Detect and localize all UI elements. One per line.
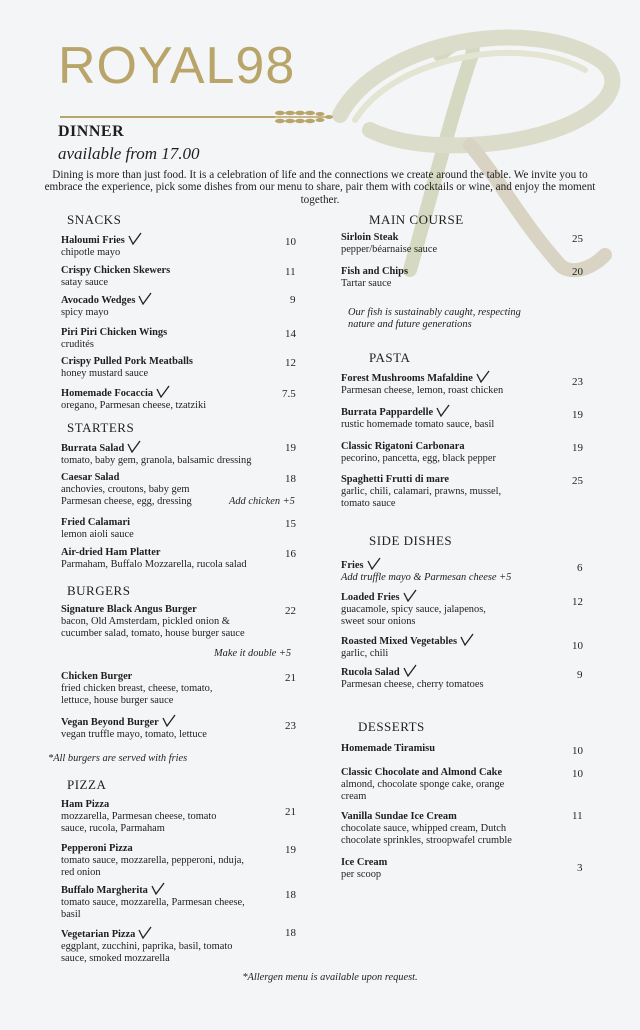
item-name: Vegan Beyond Burger bbox=[61, 717, 159, 728]
item-desc: Parmesan cheese, egg, dressing bbox=[61, 495, 192, 507]
item-name: Fish and Chips bbox=[341, 266, 408, 277]
item-name: Pepperoni Pizza bbox=[61, 843, 133, 854]
item-name: Fries bbox=[341, 560, 364, 571]
item-name: Vanilla Sundae Ice Cream bbox=[341, 811, 457, 822]
menu-item bbox=[61, 265, 170, 289]
menu-item bbox=[61, 472, 192, 507]
item-desc: garlic, chili, calamari, prawns, mussel, bbox=[341, 485, 502, 497]
menu-item bbox=[61, 882, 245, 920]
item-desc: per scoop bbox=[341, 868, 382, 880]
section-title-pizza: PIZZA bbox=[67, 777, 107, 792]
item-desc: Parmesan cheese, cherry tomatoes bbox=[341, 678, 484, 690]
item-desc: vegan truffle mayo, tomato, lettuce bbox=[61, 728, 207, 740]
menu-item bbox=[341, 857, 387, 881]
item-desc: Tartar sauce bbox=[341, 277, 392, 289]
item-desc: Add truffle mayo & Parmesan cheese +5 bbox=[341, 571, 512, 583]
item-desc: chocolate sprinkles, stroopwafel crumble bbox=[341, 834, 512, 846]
vegetarian-check-icon bbox=[476, 370, 490, 383]
menu-item bbox=[61, 714, 207, 741]
item-name: Homemade Tiramisu bbox=[341, 743, 435, 754]
menu-item bbox=[61, 843, 244, 878]
item-price: 23 bbox=[572, 376, 583, 388]
item-name: Vegetarian Pizza bbox=[61, 929, 136, 940]
vegetarian-check-icon bbox=[162, 714, 176, 727]
item-price: 9 bbox=[290, 294, 296, 306]
item-price: 19 bbox=[572, 409, 583, 421]
item-desc: almond, chocolate sponge cake, orange bbox=[341, 778, 505, 790]
item-name: Classic Chocolate and Almond Cake bbox=[341, 767, 503, 778]
allergen-note: *Allergen menu is available upon request. bbox=[242, 972, 418, 983]
menu-item bbox=[341, 767, 504, 802]
menu-title: DINNER bbox=[58, 123, 125, 140]
item-name: Piri Piri Chicken Wings bbox=[61, 327, 168, 338]
item-price: 14 bbox=[285, 328, 296, 340]
item-price: 21 bbox=[285, 806, 296, 818]
item-name: Ham Pizza bbox=[61, 799, 110, 810]
menu-item bbox=[61, 671, 212, 706]
item-name: Avocado Wedges bbox=[61, 295, 136, 306]
item-price: 3 bbox=[577, 862, 583, 874]
menu-item bbox=[61, 604, 245, 639]
section-title-main-course: MAIN COURSE bbox=[369, 212, 464, 227]
item-price: 19 bbox=[285, 442, 296, 454]
item-price: 19 bbox=[572, 442, 583, 454]
item-desc: tomato sauce bbox=[341, 497, 396, 509]
item-desc: basil bbox=[61, 908, 81, 920]
item-price: 10 bbox=[285, 236, 296, 248]
item-name: Buffalo Margherita bbox=[61, 885, 148, 896]
item-desc: fried chicken breast, cheese, tomato, bbox=[61, 682, 213, 694]
item-price: 21 bbox=[285, 672, 296, 684]
item-addon: Make it double +5 bbox=[214, 648, 292, 659]
item-price: 25 bbox=[572, 233, 583, 245]
menu-item bbox=[341, 474, 501, 509]
item-price: 9 bbox=[577, 669, 583, 681]
item-desc: tomato, baby gem, granola, balsamic dressing bbox=[61, 454, 252, 466]
item-price: 16 bbox=[285, 548, 296, 560]
menu-item bbox=[61, 232, 142, 259]
menu-item bbox=[341, 404, 494, 431]
vegetarian-check-icon bbox=[128, 232, 142, 245]
section-title-side-dishes: SIDE DISHES bbox=[369, 533, 453, 548]
item-name: Spaghetti Frutti di mare bbox=[341, 474, 450, 485]
item-price: 6 bbox=[577, 562, 583, 574]
item-price: 22 bbox=[285, 605, 296, 617]
item-name: Rucola Salad bbox=[341, 667, 400, 678]
item-price: 18 bbox=[285, 889, 296, 901]
logo-underline bbox=[60, 116, 275, 118]
menu-item bbox=[341, 370, 503, 397]
item-price: 10 bbox=[572, 768, 583, 780]
item-desc: rustic homemade tomato sauce, basil bbox=[341, 418, 495, 430]
vegetarian-check-icon bbox=[403, 664, 417, 677]
item-name: Ice Cream bbox=[341, 857, 388, 868]
item-price: 11 bbox=[285, 266, 296, 278]
section-title-snacks: SNACKS bbox=[67, 212, 122, 227]
item-name: Crispy Chicken Skewers bbox=[61, 265, 171, 276]
menu-item bbox=[61, 356, 193, 380]
item-price: 11 bbox=[572, 810, 583, 822]
item-name: Fried Calamari bbox=[61, 517, 130, 528]
item-desc: oregano, Parmesan cheese, tzatziki bbox=[61, 399, 207, 411]
item-price: 12 bbox=[285, 357, 296, 369]
item-price: 10 bbox=[572, 640, 583, 652]
item-desc: garlic, chili bbox=[341, 647, 389, 659]
menu-item bbox=[61, 327, 167, 351]
item-desc: Parmaham, Buffalo Mozzarella, rucola salad bbox=[61, 558, 247, 570]
item-desc: guacamole, spicy sauce, jalapenos, bbox=[341, 603, 486, 615]
vegetarian-check-icon bbox=[403, 589, 417, 602]
item-desc: pecorino, pancetta, egg, black pepper bbox=[341, 452, 496, 464]
vegetarian-check-icon bbox=[138, 926, 152, 939]
vegetarian-check-icon bbox=[367, 557, 381, 570]
item-name: Forest Mushrooms Mafaldine bbox=[341, 373, 473, 384]
item-price: 23 bbox=[285, 720, 296, 732]
item-desc: crudités bbox=[61, 338, 94, 350]
vegetarian-check-icon bbox=[138, 292, 152, 305]
menu-item bbox=[341, 232, 437, 256]
menu-item bbox=[341, 811, 512, 846]
fish-note-line: nature and future generations bbox=[348, 319, 472, 330]
fish-note bbox=[348, 307, 521, 331]
item-desc: lemon aioli sauce bbox=[61, 528, 134, 540]
vegetarian-check-icon bbox=[156, 385, 170, 398]
item-addon: Add chicken +5 bbox=[229, 496, 295, 507]
item-desc: sauce, rucola, Parmaham bbox=[61, 822, 165, 834]
burgers-note: *All burgers are served with fries bbox=[48, 753, 188, 764]
section-title-starters: STARTERS bbox=[67, 420, 135, 435]
item-price: 19 bbox=[285, 844, 296, 856]
menu-item bbox=[61, 547, 247, 571]
item-desc: lettuce, house burger sauce bbox=[61, 694, 174, 706]
item-name: Burrata Pappardelle bbox=[341, 407, 434, 418]
item-desc: honey mustard sauce bbox=[61, 367, 149, 379]
menu-item bbox=[341, 743, 435, 755]
item-name: Air-dried Ham Platter bbox=[61, 547, 161, 558]
item-desc: spicy mayo bbox=[61, 306, 109, 318]
item-price: 20 bbox=[572, 266, 583, 278]
brand-logo: ROYAL98 bbox=[58, 37, 296, 95]
item-desc: chocolate sauce, whipped cream, Dutch bbox=[341, 822, 507, 834]
item-desc: red onion bbox=[61, 866, 101, 878]
item-name: Crispy Pulled Pork Meatballs bbox=[61, 356, 193, 367]
item-desc: sweet sour onions bbox=[341, 615, 416, 627]
menu-item bbox=[341, 557, 511, 584]
item-name: Burrata Salad bbox=[61, 443, 125, 454]
item-price: 25 bbox=[572, 475, 583, 487]
menu-item bbox=[61, 517, 134, 541]
vegetarian-check-icon bbox=[460, 633, 474, 646]
item-price: 18 bbox=[285, 927, 296, 939]
item-desc: tomato sauce, mozzarella, Parmesan cheese, bbox=[61, 896, 245, 908]
item-desc: anchovies, croutons, baby gem bbox=[61, 483, 190, 495]
item-desc: satay sauce bbox=[61, 276, 109, 288]
item-price: 7.5 bbox=[282, 388, 296, 400]
item-desc: mozzarella, Parmesan cheese, tomato bbox=[61, 810, 217, 822]
menu-item bbox=[341, 441, 496, 465]
vegetarian-check-icon bbox=[436, 404, 450, 417]
item-name: Haloumi Fries bbox=[61, 235, 125, 246]
menu-item bbox=[341, 589, 486, 627]
item-desc: eggplant, zucchini, paprika, basil, tomato bbox=[61, 940, 233, 952]
menu-availability: available from 17.00 bbox=[58, 144, 200, 163]
wheat-icon bbox=[266, 108, 334, 126]
item-price: 18 bbox=[285, 473, 296, 485]
item-desc: Parmesan cheese, lemon, roast chicken bbox=[341, 384, 504, 396]
section-title-burgers: BURGERS bbox=[67, 583, 131, 598]
item-desc: chipotle mayo bbox=[61, 246, 121, 258]
item-desc: tomato sauce, mozzarella, pepperoni, nduja, bbox=[61, 854, 244, 866]
item-desc: bacon, Old Amsterdam, pickled onion & bbox=[61, 615, 230, 627]
item-name: Loaded Fries bbox=[341, 592, 400, 603]
item-name: Sirloin Steak bbox=[341, 232, 399, 243]
menu-item bbox=[61, 292, 152, 319]
item-name: Caesar Salad bbox=[61, 472, 120, 483]
menu-item bbox=[61, 799, 217, 834]
menu-item bbox=[61, 440, 251, 467]
intro-text: Dining is more than just food. It is a celebration of life and the connections we create around the table. We invite you to embrace the experience, pick some dishes from our menu to share, pair them with cocktails or wine, and enjoy the moment together. bbox=[44, 169, 596, 206]
menu-item bbox=[341, 664, 484, 691]
item-name: Homemade Focaccia bbox=[61, 388, 154, 399]
menu-item bbox=[61, 926, 232, 964]
item-desc: pepper/béarnaise sauce bbox=[341, 243, 438, 255]
item-price: 15 bbox=[285, 518, 296, 530]
item-name: Signature Black Angus Burger bbox=[61, 604, 197, 615]
item-price: 10 bbox=[572, 745, 583, 757]
fish-note-line: Our fish is sustainably caught, respecting bbox=[348, 307, 521, 318]
section-title-desserts: DESSERTS bbox=[358, 719, 425, 734]
vegetarian-check-icon bbox=[127, 440, 141, 453]
item-desc: cream bbox=[341, 790, 367, 802]
item-name: Chicken Burger bbox=[61, 671, 133, 682]
vegetarian-check-icon bbox=[151, 882, 165, 895]
item-name: Roasted Mixed Vegetables bbox=[341, 636, 458, 647]
menu-item bbox=[341, 266, 408, 290]
item-price: 12 bbox=[572, 596, 583, 608]
item-desc: cucumber salad, tomato, house burger sauce bbox=[61, 627, 245, 639]
section-title-pasta: PASTA bbox=[369, 350, 411, 365]
item-name: Classic Rigatoni Carbonara bbox=[341, 441, 465, 452]
menu-item bbox=[61, 385, 206, 412]
item-desc: sauce, smoked mozzarella bbox=[61, 952, 170, 964]
menu-item bbox=[341, 633, 474, 660]
